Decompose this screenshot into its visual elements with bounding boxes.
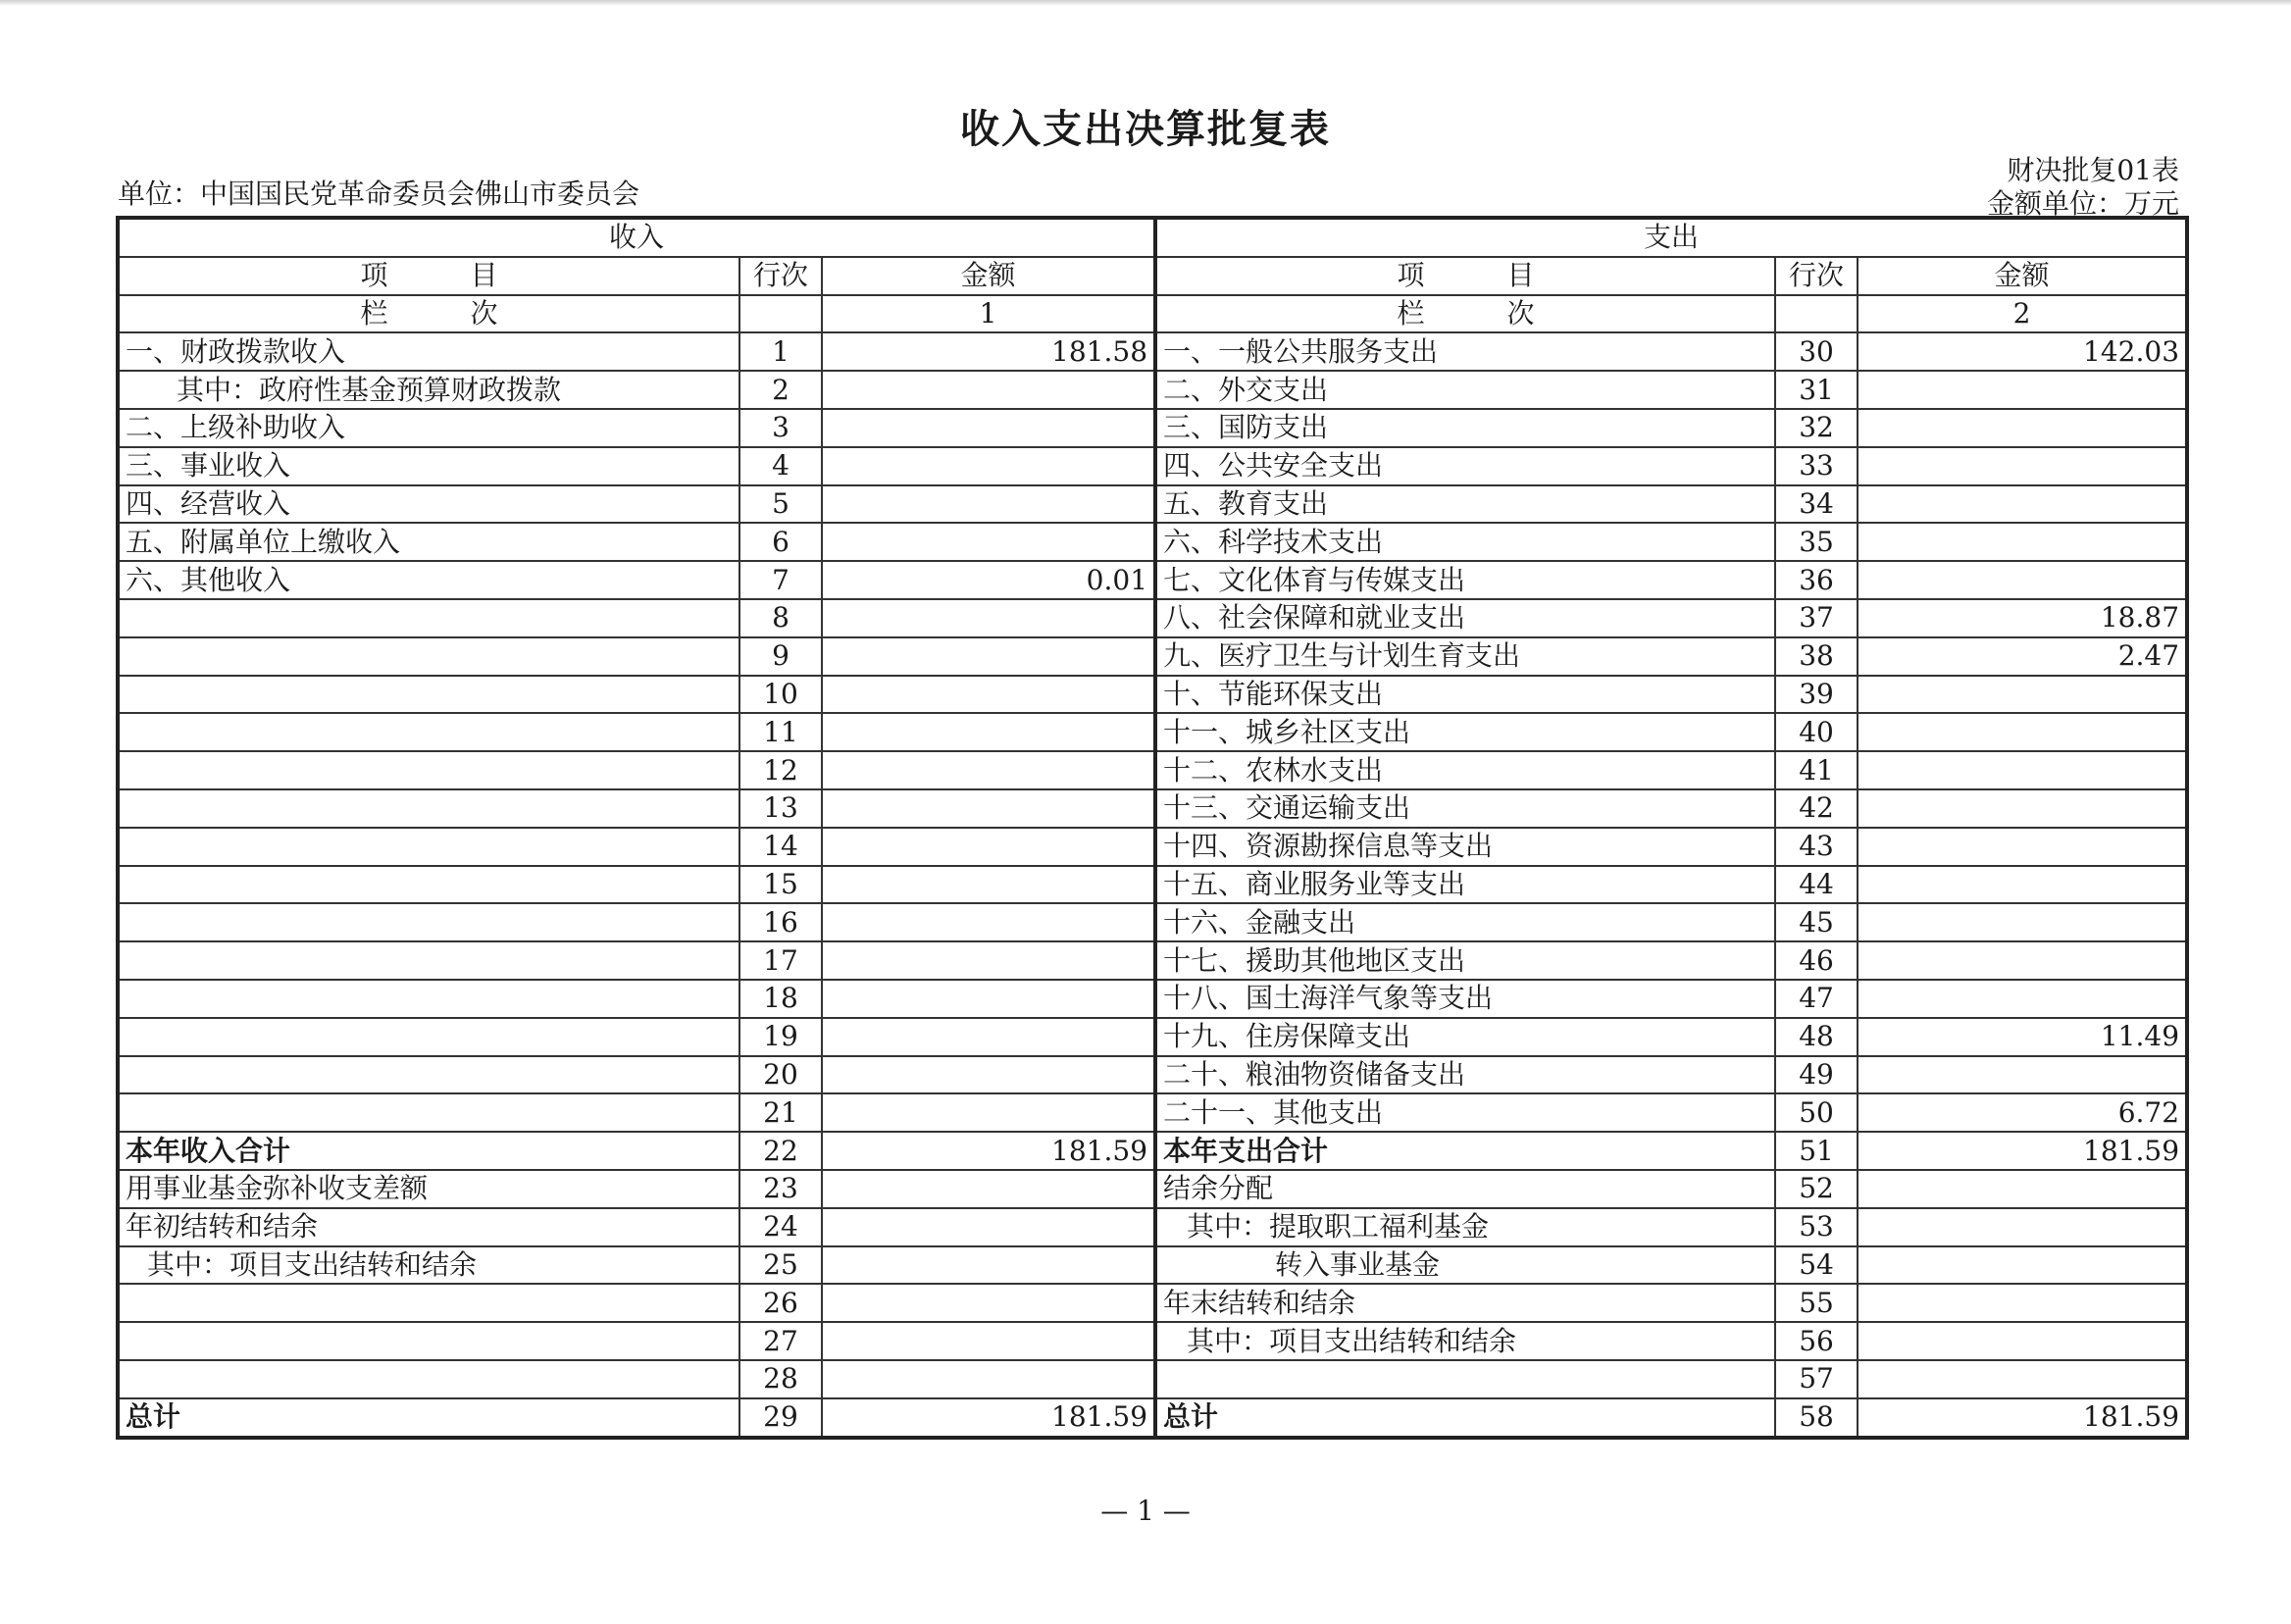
expense-item-cell: 二十一、其他支出 xyxy=(1155,1093,1775,1132)
expense-row-number-cell: 33 xyxy=(1775,447,1858,485)
expense-item-cell: 十七、援助其他地区支出 xyxy=(1155,941,1775,980)
expense-amount-cell: 11.49 xyxy=(1858,1018,2187,1056)
income-amount-cell xyxy=(822,828,1155,866)
income-item-cell xyxy=(118,903,739,941)
expense-lan-row-blank xyxy=(1775,295,1858,333)
income-amount-cell xyxy=(822,789,1155,828)
expense-amount-cell xyxy=(1858,523,2187,561)
table-row xyxy=(118,1322,2187,1360)
income-row-number-cell: 22 xyxy=(739,1132,822,1170)
expense-item-cell: 总计 xyxy=(1155,1398,1775,1438)
income-item-cell xyxy=(118,713,739,751)
expense-row-number-cell: 43 xyxy=(1775,828,1858,866)
expense-row-number-cell: 50 xyxy=(1775,1093,1858,1132)
income-amount-cell: 0.01 xyxy=(822,561,1155,599)
expense-amount-cell xyxy=(1858,676,2187,714)
income-amount-cell xyxy=(822,903,1155,941)
expense-amount-cell: 18.87 xyxy=(1858,599,2187,637)
income-amount-cell xyxy=(822,1208,1155,1246)
table-row xyxy=(118,485,2187,524)
income-item-cell: 一、财政拨款收入 xyxy=(118,332,739,371)
expense-amount-cell xyxy=(1858,1208,2187,1246)
table-row xyxy=(118,1170,2187,1208)
expense-item-cell: 十九、住房保障支出 xyxy=(1155,1018,1775,1056)
expense-item-cell: 八、社会保障和就业支出 xyxy=(1155,599,1775,637)
income-row-number-cell: 2 xyxy=(739,371,822,409)
expense-row-number-cell: 56 xyxy=(1775,1322,1858,1360)
income-lan-row-blank xyxy=(739,295,822,333)
expense-row-number-cell: 57 xyxy=(1775,1360,1858,1398)
income-row-number-cell: 20 xyxy=(739,1056,822,1094)
income-row-number-cell: 19 xyxy=(739,1018,822,1056)
income-row-number-cell: 12 xyxy=(739,751,822,789)
income-item-cell xyxy=(118,751,739,789)
income-amount-cell xyxy=(822,1056,1155,1094)
expense-amount-cell xyxy=(1858,1284,2187,1322)
expense-item-cell: 五、教育支出 xyxy=(1155,485,1775,524)
expense-section-header: 支出 xyxy=(1155,218,2187,257)
income-amount-cell xyxy=(822,637,1155,676)
expense-row-number-cell: 52 xyxy=(1775,1170,1858,1208)
table-row xyxy=(118,980,2187,1018)
expense-amount-header: 金额 xyxy=(1858,257,2187,295)
amount-unit-label: 金额单位：万元 xyxy=(1986,187,2179,220)
expense-item-cell: 九、医疗卫生与计划生育支出 xyxy=(1155,637,1775,676)
income-item-cell xyxy=(118,1093,739,1132)
expense-amount-cell xyxy=(1858,980,2187,1018)
income-row-number-cell: 4 xyxy=(739,447,822,485)
expense-row-number-cell: 39 xyxy=(1775,676,1858,714)
expense-item-cell: 十三、交通运输支出 xyxy=(1155,789,1775,828)
expense-amount-cell xyxy=(1858,941,2187,980)
income-item-cell: 年初结转和结余 xyxy=(118,1208,739,1246)
expense-item-cell: 本年支出合计 xyxy=(1155,1132,1775,1170)
income-row-number-cell: 6 xyxy=(739,523,822,561)
expense-row-no-header: 行次 xyxy=(1775,257,1858,295)
expense-row-number-cell: 48 xyxy=(1775,1018,1858,1056)
table-row xyxy=(118,1360,2187,1398)
expense-item-cell: 四、公共安全支出 xyxy=(1155,447,1775,485)
income-row-number-cell: 25 xyxy=(739,1246,822,1285)
income-row-number-cell: 3 xyxy=(739,409,822,447)
income-amount-cell xyxy=(822,1322,1155,1360)
expense-item-cell: 结余分配 xyxy=(1155,1170,1775,1208)
expense-amount-cell xyxy=(1858,447,2187,485)
table-row xyxy=(118,599,2187,637)
expense-amount-cell xyxy=(1858,789,2187,828)
expense-item-header: 项 目 xyxy=(1155,257,1775,295)
income-row-number-cell: 15 xyxy=(739,866,822,904)
income-row-no-header: 行次 xyxy=(739,257,822,295)
expense-row-number-cell: 32 xyxy=(1775,409,1858,447)
table-row xyxy=(118,789,2187,828)
income-item-header: 项 目 xyxy=(118,257,739,295)
expense-amount-cell xyxy=(1858,1056,2187,1094)
income-item-cell xyxy=(118,1018,739,1056)
expense-amount-cell: 142.03 xyxy=(1858,332,2187,371)
expense-amount-cell: 6.72 xyxy=(1858,1093,2187,1132)
expense-amount-cell xyxy=(1858,713,2187,751)
table-row xyxy=(118,371,2187,409)
table-row xyxy=(118,713,2187,751)
expense-amount-cell xyxy=(1858,371,2187,409)
expense-amount-cell xyxy=(1858,903,2187,941)
income-item-cell: 五、附属单位上缴收入 xyxy=(118,523,739,561)
expense-row-number-cell: 49 xyxy=(1775,1056,1858,1094)
expense-item-cell: 二十、粮油物资储备支出 xyxy=(1155,1056,1775,1094)
table-row xyxy=(118,1398,2187,1438)
table-row xyxy=(118,1208,2187,1246)
income-item-cell xyxy=(118,866,739,904)
expense-row-number-cell: 47 xyxy=(1775,980,1858,1018)
unit-label: 单位：中国国民党革命委员会佛山市委员会 xyxy=(118,178,640,210)
income-item-cell xyxy=(118,1360,739,1398)
income-amount-cell xyxy=(822,713,1155,751)
income-amount-cell: 181.59 xyxy=(822,1398,1155,1438)
expense-lan-label: 栏 次 xyxy=(1155,295,1775,333)
table-row xyxy=(118,1056,2187,1094)
table-row xyxy=(118,676,2187,714)
expense-row-number-cell: 45 xyxy=(1775,903,1858,941)
table-row xyxy=(118,409,2187,447)
income-item-cell xyxy=(118,980,739,1018)
income-amount-header: 金额 xyxy=(822,257,1155,295)
income-item-cell xyxy=(118,1322,739,1360)
expense-amount-cell xyxy=(1858,1246,2187,1285)
income-item-cell: 其中：政府性基金预算财政拨款 xyxy=(118,371,739,409)
column-header-row xyxy=(118,257,2187,295)
expense-amount-cell: 181.59 xyxy=(1858,1132,2187,1170)
expense-row-number-cell: 41 xyxy=(1775,751,1858,789)
income-row-number-cell: 8 xyxy=(739,599,822,637)
income-item-cell: 其中：项目支出结转和结余 xyxy=(118,1246,739,1285)
expense-amount-cell xyxy=(1858,866,2187,904)
income-item-cell: 总计 xyxy=(118,1398,739,1438)
income-row-number-cell: 5 xyxy=(739,485,822,524)
column-index-row xyxy=(118,295,2187,333)
income-amount-cell: 181.59 xyxy=(822,1132,1155,1170)
expense-amount-cell xyxy=(1858,1322,2187,1360)
table-row xyxy=(118,1284,2187,1322)
income-amount-cell xyxy=(822,1246,1155,1285)
expense-item-cell: 十四、资源勘探信息等支出 xyxy=(1155,828,1775,866)
expense-item-cell: 其中：提取职工福利基金 xyxy=(1155,1208,1775,1246)
section-header-row xyxy=(118,218,2187,257)
expense-amount-cell xyxy=(1858,1170,2187,1208)
expense-amount-cell xyxy=(1858,828,2187,866)
income-amount-cell xyxy=(822,409,1155,447)
expense-row-number-cell: 46 xyxy=(1775,941,1858,980)
income-row-number-cell: 7 xyxy=(739,561,822,599)
expense-column-number: 2 xyxy=(1858,295,2187,333)
income-row-number-cell: 16 xyxy=(739,903,822,941)
expense-item-cell: 三、国防支出 xyxy=(1155,409,1775,447)
page-title: 收入支出决算批复表 xyxy=(960,107,1331,152)
table-row xyxy=(118,866,2187,904)
table-row xyxy=(118,751,2187,789)
income-amount-cell xyxy=(822,676,1155,714)
income-amount-cell xyxy=(822,751,1155,789)
expense-row-number-cell: 34 xyxy=(1775,485,1858,524)
expense-item-cell: 七、文化体育与传媒支出 xyxy=(1155,561,1775,599)
income-row-number-cell: 10 xyxy=(739,676,822,714)
income-column-number: 1 xyxy=(822,295,1155,333)
expense-amount-cell xyxy=(1858,561,2187,599)
expense-item-cell: 其中：项目支出结转和结余 xyxy=(1155,1322,1775,1360)
income-item-cell xyxy=(118,1056,739,1094)
expense-row-number-cell: 58 xyxy=(1775,1398,1858,1438)
table-row xyxy=(118,1132,2187,1170)
table-row xyxy=(118,1093,2187,1132)
table-row xyxy=(118,1246,2187,1285)
expense-item-cell xyxy=(1155,1360,1775,1398)
expense-amount-cell: 2.47 xyxy=(1858,637,2187,676)
income-amount-cell xyxy=(822,371,1155,409)
income-amount-cell xyxy=(822,866,1155,904)
income-amount-cell xyxy=(822,447,1155,485)
income-row-number-cell: 17 xyxy=(739,941,822,980)
income-row-number-cell: 1 xyxy=(739,332,822,371)
expense-amount-cell xyxy=(1858,485,2187,524)
income-amount-cell xyxy=(822,1284,1155,1322)
income-item-cell xyxy=(118,676,739,714)
expense-row-number-cell: 38 xyxy=(1775,637,1858,676)
expense-item-cell: 十二、农林水支出 xyxy=(1155,751,1775,789)
income-amount-cell xyxy=(822,980,1155,1018)
income-item-cell xyxy=(118,941,739,980)
scan-edge xyxy=(0,0,2291,6)
income-item-cell xyxy=(118,599,739,637)
income-item-cell xyxy=(118,828,739,866)
page-number: — 1 — xyxy=(1100,1495,1191,1527)
table-row xyxy=(118,637,2187,676)
expense-row-number-cell: 36 xyxy=(1775,561,1858,599)
expense-amount-cell xyxy=(1858,1360,2187,1398)
table-row xyxy=(118,561,2187,599)
expense-item-cell: 年末结转和结余 xyxy=(1155,1284,1775,1322)
table-row xyxy=(118,828,2187,866)
expense-item-cell: 十、节能环保支出 xyxy=(1155,676,1775,714)
expense-item-cell: 二、外交支出 xyxy=(1155,371,1775,409)
expense-item-cell: 十六、金融支出 xyxy=(1155,903,1775,941)
income-item-cell xyxy=(118,789,739,828)
income-item-cell: 用事业基金弥补收支差额 xyxy=(118,1170,739,1208)
expense-item-cell: 十五、商业服务业等支出 xyxy=(1155,866,1775,904)
income-amount-cell: 181.58 xyxy=(822,332,1155,371)
expense-item-cell: 六、科学技术支出 xyxy=(1155,523,1775,561)
income-amount-cell xyxy=(822,1170,1155,1208)
income-amount-cell xyxy=(822,1360,1155,1398)
income-row-number-cell: 24 xyxy=(739,1208,822,1246)
income-amount-cell xyxy=(822,1018,1155,1056)
table-row xyxy=(118,447,2187,485)
income-item-cell: 三、事业收入 xyxy=(118,447,739,485)
expense-row-number-cell: 54 xyxy=(1775,1246,1858,1285)
expense-amount-cell: 181.59 xyxy=(1858,1398,2187,1438)
table-row xyxy=(118,941,2187,980)
income-item-cell: 六、其他收入 xyxy=(118,561,739,599)
expense-row-number-cell: 35 xyxy=(1775,523,1858,561)
table-row xyxy=(118,332,2187,371)
income-amount-cell xyxy=(822,941,1155,980)
income-row-number-cell: 29 xyxy=(739,1398,822,1438)
expense-row-number-cell: 51 xyxy=(1775,1132,1858,1170)
expense-amount-cell xyxy=(1858,409,2187,447)
income-item-cell xyxy=(118,637,739,676)
table-row xyxy=(118,523,2187,561)
income-row-number-cell: 9 xyxy=(739,637,822,676)
income-item-cell xyxy=(118,1284,739,1322)
income-amount-cell xyxy=(822,1093,1155,1132)
income-amount-cell xyxy=(822,523,1155,561)
expense-item-cell: 十一、城乡社区支出 xyxy=(1155,713,1775,751)
expense-item-cell: 十八、国土海洋气象等支出 xyxy=(1155,980,1775,1018)
income-expense-table xyxy=(116,216,2189,1440)
income-row-number-cell: 27 xyxy=(739,1322,822,1360)
expense-row-number-cell: 31 xyxy=(1775,371,1858,409)
income-amount-cell xyxy=(822,485,1155,524)
expense-amount-cell xyxy=(1858,751,2187,789)
expense-row-number-cell: 53 xyxy=(1775,1208,1858,1246)
expense-row-number-cell: 37 xyxy=(1775,599,1858,637)
income-row-number-cell: 26 xyxy=(739,1284,822,1322)
expense-row-number-cell: 44 xyxy=(1775,866,1858,904)
income-item-cell: 二、上级补助收入 xyxy=(118,409,739,447)
income-item-cell: 本年收入合计 xyxy=(118,1132,739,1170)
income-row-number-cell: 23 xyxy=(739,1170,822,1208)
table-row xyxy=(118,1018,2187,1056)
expense-row-number-cell: 30 xyxy=(1775,332,1858,371)
expense-item-cell: 转入事业基金 xyxy=(1155,1246,1775,1285)
expense-row-number-cell: 40 xyxy=(1775,713,1858,751)
income-lan-label: 栏 次 xyxy=(118,295,739,333)
form-code: 财决批复01表 xyxy=(2007,154,2179,186)
expense-row-number-cell: 55 xyxy=(1775,1284,1858,1322)
income-row-number-cell: 14 xyxy=(739,828,822,866)
income-amount-cell xyxy=(822,599,1155,637)
income-row-number-cell: 28 xyxy=(739,1360,822,1398)
income-row-number-cell: 21 xyxy=(739,1093,822,1132)
table-row xyxy=(118,903,2187,941)
income-item-cell: 四、经营收入 xyxy=(118,485,739,524)
income-row-number-cell: 18 xyxy=(739,980,822,1018)
income-row-number-cell: 13 xyxy=(739,789,822,828)
expense-row-number-cell: 42 xyxy=(1775,789,1858,828)
expense-item-cell: 一、一般公共服务支出 xyxy=(1155,332,1775,371)
income-section-header: 收入 xyxy=(118,218,1155,257)
income-row-number-cell: 11 xyxy=(739,713,822,751)
